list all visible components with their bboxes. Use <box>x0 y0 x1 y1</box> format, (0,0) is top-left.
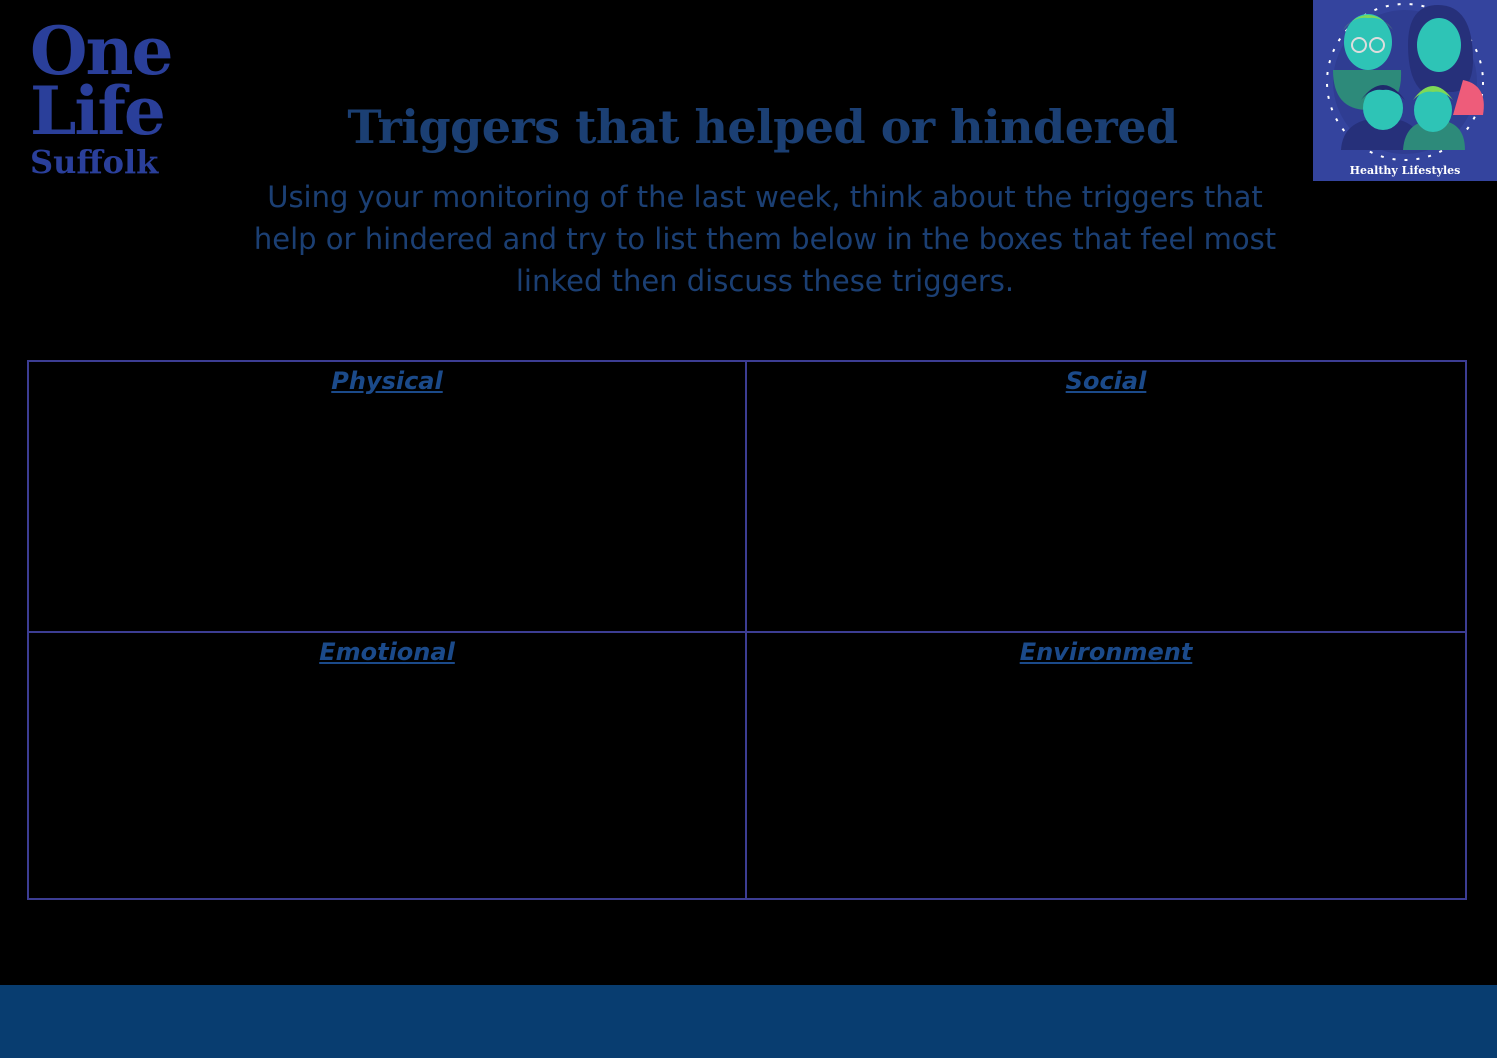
logo-line-one: One <box>30 12 172 90</box>
footer-band <box>0 985 1497 1058</box>
healthy-lifestyles-badge <box>1313 0 1497 181</box>
environment-heading: Environment <box>1019 638 1193 666</box>
one-life-suffolk-logo <box>30 12 200 181</box>
environment-box[interactable] <box>747 633 1465 898</box>
family-illustration <box>1313 0 1497 181</box>
emotional-box[interactable] <box>29 633 747 898</box>
logo-line-life: Life <box>30 72 164 150</box>
triggers-grid <box>27 360 1467 900</box>
social-box[interactable] <box>747 362 1465 633</box>
physical-heading: Physical <box>331 367 443 395</box>
logo-line-suffolk: Suffolk <box>30 143 159 181</box>
badge-caption: Healthy Lifestyles <box>1349 164 1461 177</box>
emotional-heading: Emotional <box>319 638 455 666</box>
physical-box[interactable] <box>29 362 747 633</box>
social-heading: Social <box>1065 367 1147 395</box>
page-title: Triggers that helped or hindered <box>347 100 1178 154</box>
instructions-text: Using your monitoring of the last week, think about the triggers that help or hindered and try to list them below in the boxes that feel most linked then discuss these triggers. <box>253 180 1277 298</box>
